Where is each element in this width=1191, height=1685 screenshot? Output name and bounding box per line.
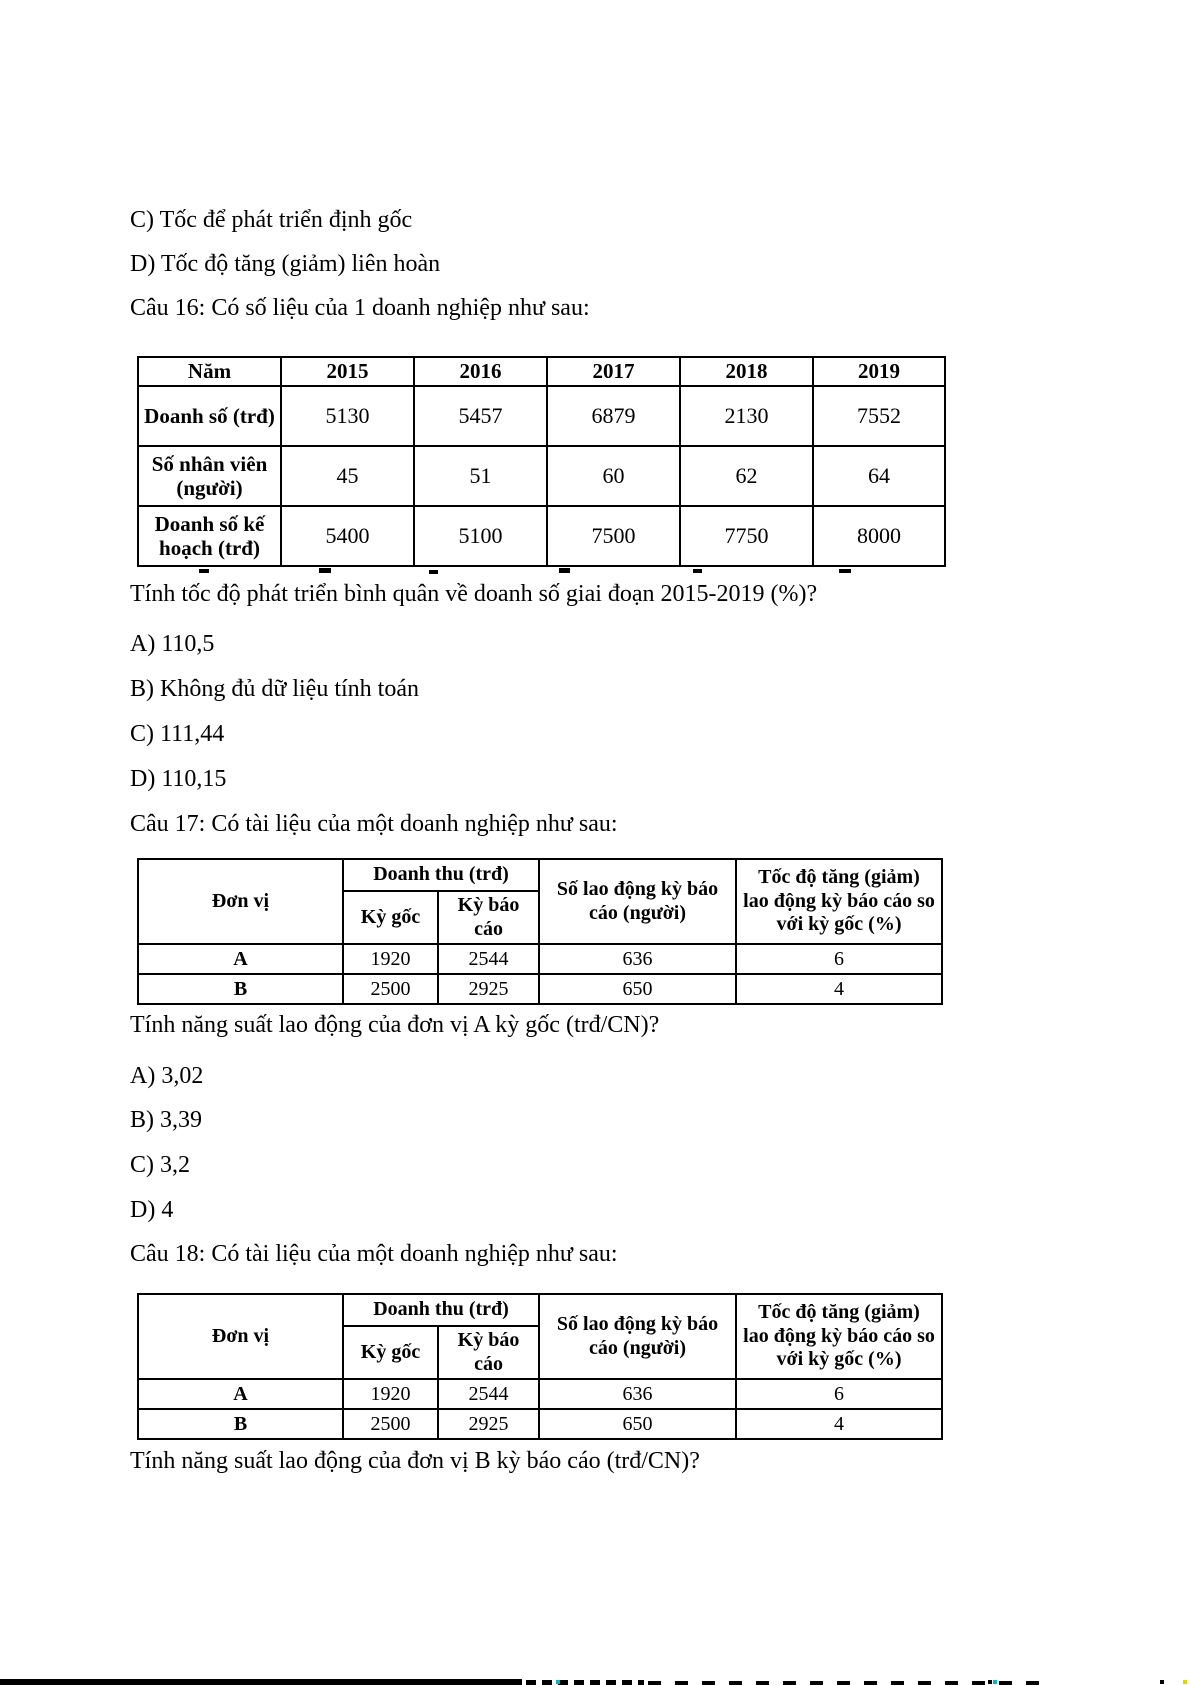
table-row: [138, 1409, 942, 1439]
table-cell: 7750: [680, 506, 813, 566]
table-header-cell: 2015: [281, 357, 414, 386]
answer-option-b16: B) Không đủ dữ liệu tính toán: [130, 676, 419, 702]
table-cell: 5400: [281, 506, 414, 566]
answer-option-c17: C) 3,2: [130, 1152, 190, 1178]
table-cell: 6: [736, 1379, 942, 1409]
table-cell: 636: [539, 944, 736, 974]
table-cell: 64: [813, 446, 945, 506]
table-cell: 2130: [680, 386, 813, 446]
table-header-row: [138, 859, 942, 891]
table-cell: 2500: [343, 974, 438, 1004]
table-cell: 6879: [547, 386, 680, 446]
table-row: [138, 944, 942, 974]
table-cell: 62: [680, 446, 813, 506]
table-cell: 2500: [343, 1409, 438, 1439]
table-header-cell: Tốc độ tăng (giảm) lao động kỳ báo cáo so với kỳ gốc (%): [736, 1294, 942, 1379]
table-cell: 1920: [343, 944, 438, 974]
table-cell: 650: [539, 1409, 736, 1439]
table-cell: 2925: [438, 974, 539, 1004]
question17-data-table: [137, 858, 943, 1005]
page-bottom-artifact-dashes: [526, 1680, 644, 1685]
table-header-cell: Kỳ báo cáo: [438, 891, 539, 944]
question18-data-table: [137, 1293, 943, 1440]
table-header-cell: Số lao động kỳ báo cáo (người): [539, 1294, 736, 1379]
table-cell: 636: [539, 1379, 736, 1409]
answer-option-b17: B) 3,39: [130, 1107, 202, 1133]
row-label-cell: A: [138, 1379, 343, 1409]
artifact-speck-yellow: [1183, 1680, 1187, 1684]
table-header-row: [138, 1294, 942, 1326]
answer-option-d15: D) Tốc độ tăng (giảm) liên hoàn: [130, 251, 441, 277]
table-cell: 6: [736, 944, 942, 974]
table-header-cell: 2018: [680, 357, 813, 386]
table-header-cell: Kỳ gốc: [343, 891, 438, 944]
table-cell: 4: [736, 1409, 942, 1439]
row-label-cell: Doanh số (trđ): [138, 386, 281, 446]
table-header-row: [138, 357, 945, 386]
table-header-cell: Doanh thu (trđ): [343, 1294, 539, 1326]
question16-intro: Câu 16: Có số liệu của 1 doanh nghiệp như sau:: [130, 295, 590, 321]
answer-option-c15: C) Tốc để phát triển định gốc: [130, 207, 413, 233]
question16-data-table: [137, 356, 946, 567]
table-header-cell: Tốc độ tăng (giảm) lao động kỳ báo cáo so với kỳ gốc (%): [736, 859, 942, 944]
table-cell: 2544: [438, 944, 539, 974]
answer-option-a16: A) 110,5: [130, 631, 215, 657]
artifact-speck-black: [988, 1680, 992, 1684]
answer-option-d16: D) 110,15: [130, 766, 227, 792]
table-cell: 51: [414, 446, 547, 506]
answer-option-c16: C) 111,44: [130, 721, 225, 747]
question16-text: Tính tốc độ phát triển bình quân về doanh số giai đoạn 2015-2019 (%)?: [130, 581, 818, 607]
table-header-cell: Kỳ báo cáo: [438, 1326, 539, 1379]
table-row: [138, 386, 945, 446]
artifact-speck-cyan: [556, 1680, 560, 1684]
question17-intro: Câu 17: Có tài liệu của một doanh nghiệp như sau:: [130, 811, 618, 837]
row-label-cell: B: [138, 974, 343, 1004]
table-row: [138, 974, 942, 1004]
artifact-speck-cyan: [993, 1680, 997, 1684]
row-label-cell: A: [138, 944, 343, 974]
artifact-speck-black: [1160, 1680, 1164, 1684]
table-cell: 5130: [281, 386, 414, 446]
table-cell: 60: [547, 446, 680, 506]
table-cell: 2925: [438, 1409, 539, 1439]
answer-option-d17: D) 4: [130, 1197, 174, 1223]
table-cell: 5100: [414, 506, 547, 566]
table-cell: 4: [736, 974, 942, 1004]
table-header-cell: Số lao động kỳ báo cáo (người): [539, 859, 736, 944]
table-header-cell: Đơn vị: [138, 859, 343, 944]
table-header-cell: Năm: [138, 357, 281, 386]
table-cell: 7500: [547, 506, 680, 566]
table-header-cell: Doanh thu (trđ): [343, 859, 539, 891]
row-label-cell: B: [138, 1409, 343, 1439]
table-cell: 5457: [414, 386, 547, 446]
answer-option-a17: A) 3,02: [130, 1063, 204, 1089]
table-header-cell: 2019: [813, 357, 945, 386]
table-row: [138, 506, 945, 566]
row-label-cell: Doanh số kế hoạch (trđ): [138, 506, 281, 566]
table-row: [138, 446, 945, 506]
question18-text: Tính năng suất lao động của đơn vị B kỳ báo cáo (trđ/CN)?: [130, 1448, 700, 1474]
page-bottom-artifact-bar: [0, 1679, 522, 1685]
question18-intro: Câu 18: Có tài liệu của một doanh nghiệp như sau:: [130, 1241, 618, 1267]
table-cell: 8000: [813, 506, 945, 566]
table-row: [138, 1379, 942, 1409]
table-header-cell: Kỳ gốc: [343, 1326, 438, 1379]
table-cell: 7552: [813, 386, 945, 446]
clipped-text-artifact: [137, 567, 944, 576]
table-cell: 45: [281, 446, 414, 506]
table-cell: 650: [539, 974, 736, 1004]
table-cell: 1920: [343, 1379, 438, 1409]
question17-text: Tính năng suất lao động của đơn vị A kỳ gốc (trđ/CN)?: [130, 1012, 660, 1038]
table-header-cell: Đơn vị: [138, 1294, 343, 1379]
table-header-cell: 2016: [414, 357, 547, 386]
table-cell: 2544: [438, 1379, 539, 1409]
table-header-cell: 2017: [547, 357, 680, 386]
row-label-cell: Số nhân viên (người): [138, 446, 281, 506]
